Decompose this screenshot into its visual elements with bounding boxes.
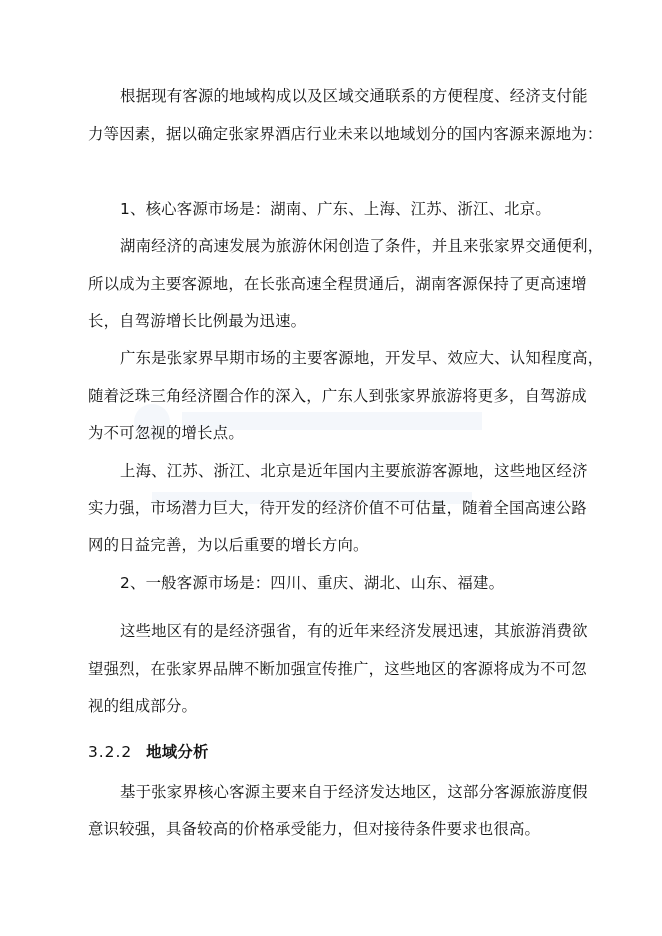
general-desc-line-2: 望强烈，在张家界品牌不断加强宣传推广，这些地区的客源将成为不可忽 [88,660,587,678]
general-market-line: 2、一般客源市场是：四川、重庆、湖北、山东、福建。 [120,574,505,592]
closing-line-1: 基于张家界核心客源主要来自于经济发达地区，这部分客源旅游度假 [120,783,588,801]
east-line-3: 网的日益完善，为以后重要的增长方向。 [88,536,369,554]
general-desc-line-3: 视的组成部分。 [88,697,198,715]
guangdong-line-1: 广东是张家界早期市场的主要客源地，开发早、效应大、认知程度高， [120,349,604,367]
east-line-1: 上海、江苏、浙江、北京是近年国内主要旅游客源地，这些地区经济 [120,462,588,480]
hunan-line-1: 湖南经济的高速发展为旅游休闲创造了条件，并且来张家界交通便利， [120,237,604,255]
general-desc-line-1: 这些地区有的是经济强省，有的近年来经济发展迅速，其旅游消费欲 [120,622,588,640]
east-line-2: 实力强，市场潜力巨大，待开发的经济价值不可估量，随着全国高速公路 [88,499,587,517]
hunan-line-2: 所以成为主要客源地，在长张高速全程贯通后，湖南客源保持了更高速增 [88,275,587,293]
hunan-line-3: 长，自驾游增长比例最为迅速。 [88,312,307,330]
guangdong-line-3: 为不可忽视的增长点。 [88,424,244,442]
guangdong-line-2: 随着泛珠三角经济圈合作的深入，广东人到张家界旅游将更多，自驾游成 [88,387,587,405]
section-title: 地域分析 [146,743,209,761]
section-heading [88,742,598,762]
section-number: 3.2.2 [88,743,133,761]
closing-line-2: 意识较强，具备较高的价格承受能力，但对接待条件要求也很高。 [88,820,541,838]
intro-line-2: 力等因素，据以确定张家界酒店行业未来以地域划分的国内客源来源地为： [88,125,603,143]
intro-line-1: 根据现有客源的地域构成以及区域交通联系的方便程度、经济支付能 [120,87,588,105]
core-market-line: 1、核心客源市场是：湖南、广东、上海、江苏、浙江、北京。 [120,200,551,218]
